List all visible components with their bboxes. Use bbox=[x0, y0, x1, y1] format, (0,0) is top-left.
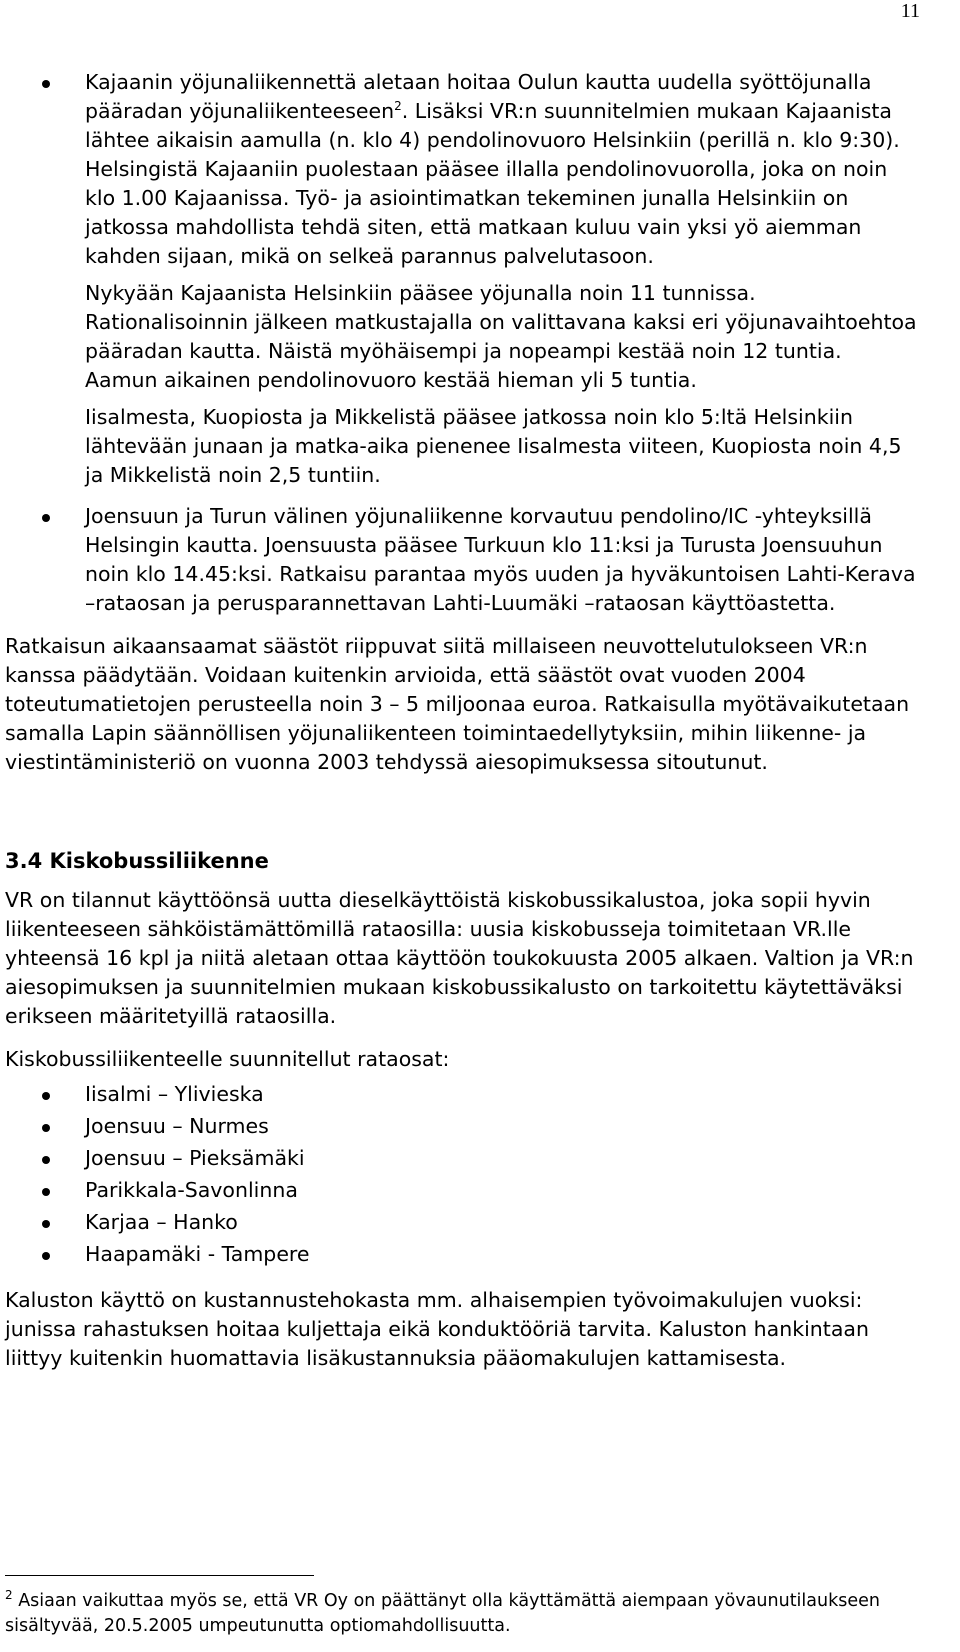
list-item: Parikkala-Savonlinna bbox=[5, 1176, 917, 1208]
footnote-marker: 2 bbox=[5, 1588, 13, 1603]
bullet-icon bbox=[42, 1188, 50, 1196]
paragraph-cost: Kaluston käyttö on kustannustehokasta mm. alhaisempien työvoimakulujen vuoksi: junissa rahastuksen hoitaa kuljettaja eikä konduktööriä tarvita. Kaluston hankintaan liittyy kuitenkin huomattavia lisäkustannuksia pääomakulujen kattamisesta. bbox=[5, 1288, 869, 1370]
list-item: Joensuu – Nurmes bbox=[5, 1112, 917, 1144]
list-item: Haapamäki - Tampere bbox=[5, 1240, 917, 1272]
bullet-icon bbox=[42, 1252, 50, 1260]
bullet-icon bbox=[42, 1156, 50, 1164]
bullet-icon bbox=[42, 1220, 50, 1228]
bullet-paragraph: Joensuun ja Turun välinen yöjunaliikenne korvautuu pendolino/IC -yhteyksillä Helsingin kautta. Joensuusta pääsee Turkuun klo 11:ksi ja Turusta Joensuuhun noin klo 14.45:ksi. Ratkaisu parantaa myös uuden ja hyväkuntoisen Lahti-Kerava –rataosan ja perusparannettavan Lahti-Luumäki –rataosan käyttöastetta. bbox=[85, 504, 916, 615]
bullet-subparagraph: Iisalmesta, Kuopiosta ja Mikkelistä pääsee jatkossa noin klo 5:ltä Helsinkiin lähtevään junaan ja matka-aika pienenee Iisalmesta viiteen, Kuopiosta noin 4,5 ja Mikkelistä noin 2,5 tuntiin. bbox=[85, 405, 902, 487]
list-item: Joensuu – Pieksämäki bbox=[5, 1144, 917, 1176]
bullet-item-joensuu bbox=[5, 502, 917, 618]
bullet-icon bbox=[42, 80, 50, 88]
route-list bbox=[5, 1080, 917, 1272]
bullet-icon bbox=[42, 514, 50, 522]
bullet-subparagraph: Nykyään Kajaanista Helsinkiin pääsee yöjunalla noin 11 tunnissa. Rationalisoinnin jälkeen matkustajalla on valittavana kaksi eri yöjunavaihtoehtoa pääradan kautta. Näistä myöhäisempi ja nopeampi kestää noin 12 tuntia. Aamun aikainen pendolinovuoro kestää hieman yli 5 tuntia. bbox=[85, 281, 917, 392]
bullet-paragraph: Kajaanin yöjunaliikennettä aletaan hoitaa Oulun kautta uudella syöttöjunalla pääradan yöjunaliikenteeseen$^2$. Lisäksi VR:n suunnitelmien mukaan Kajaanista lähtee aikaisin aamulla (n. klo 4) pendolinovuoro Helsinkiin (perillä n. klo 9:30). Helsingistä Kajaaniin puolestaan pääsee illalla pendolinovuorolla, joka on noin klo 1.00 Kajaanissa. Työ- ja asiointimatkan tekeminen junalla Helsinkiin on jatkossa mahdollista tehdä siten, että matkaan kuluu vain yksi yö aiemman kahden sijaan, mikä on selkeä parannus palvelutasoon. bbox=[85, 70, 900, 268]
paragraph-intro: VR on tilannut käyttöönsä uutta dieselkäyttöistä kiskobussikalustoa, joka sopii hyvin liikenteeseen sähköistämättömillä rataosilla: uusia kiskobusseja toimitetaan VR.lle yhteensä 16 kpl ja niitä aletaan ottaa käyttöön toukokuusta 2005 alkaen. Valtion ja VR:n aiesopimuksen ja suunnitelmien mukaan kiskobussikalusto on tarkoitettu käytettäväksi erikseen määritetyillä rataosilla. bbox=[5, 888, 914, 1028]
footnote-reference: 2 bbox=[394, 99, 402, 114]
footnote bbox=[5, 1589, 917, 1639]
footnote-text: Asiaan vaikuttaa myös se, että VR Oy on päättänyt olla käyttämättä aiempaan yövaunutilaukseen sisältyvää, 20.5.2005 umpeutunutta optiomahdollisuutta. bbox=[5, 1591, 880, 1636]
list-item: Iisalmi – Ylivieska bbox=[5, 1080, 917, 1112]
document-body bbox=[5, 68, 917, 1373]
bullet-icon bbox=[42, 1092, 50, 1100]
bullet-icon bbox=[42, 1124, 50, 1132]
section-heading: 3.4 Kiskobussiliikenne bbox=[5, 849, 269, 873]
paragraph-savings: Ratkaisun aikaansaamat säästöt riippuvat siitä millaiseen neuvottelutulokseen VR:n kanssa päädytään. Voidaan kuitenkin arvioida, että säästöt ovat vuoden 2004 toteutumatietojen perusteella noin 3 – 5 miljoonaa euroa. Ratkaisulla myötävaikutetaan samalla Lapin säännöllisen yöjunaliikenteen toimintaedellytyksiin, mihin liikenne- ja viestintäministeriö on vuonna 2003 tehdyssä aiesopimuksessa sitoutunut. bbox=[5, 634, 910, 774]
footnote-separator bbox=[5, 1575, 314, 1576]
list-item: Karjaa – Hanko bbox=[5, 1208, 917, 1240]
page-number: 11 bbox=[900, 0, 920, 22]
bullet-item-kajaani bbox=[5, 68, 917, 490]
list-title: Kiskobussiliikenteelle suunnitellut rataosat: bbox=[5, 1047, 450, 1071]
